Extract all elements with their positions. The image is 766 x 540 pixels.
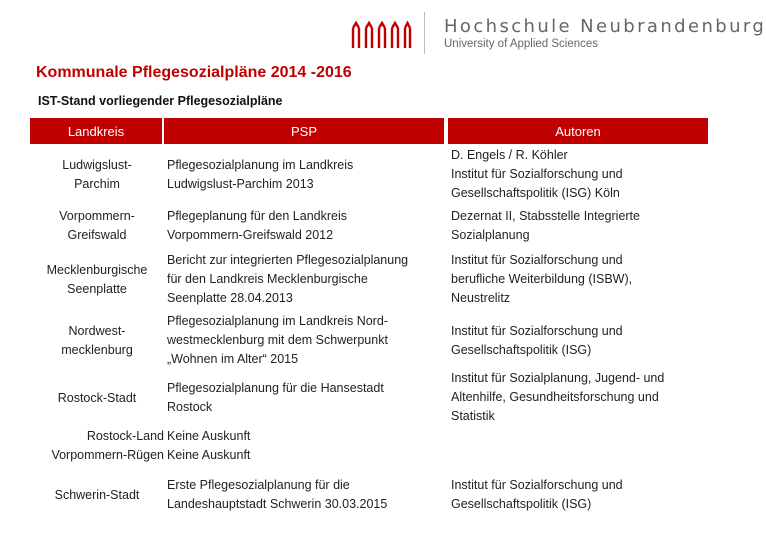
landkreis-cell: Vorpommern-Rügen xyxy=(51,448,164,462)
autoren-cell: Dezernat II, Stabsstelle Integrierte Sozialplanung xyxy=(451,209,640,242)
psp-cell: Erste Pflegesozialplanung für die Landeshauptstadt Schwerin 30.03.2015 xyxy=(167,478,388,511)
logo-divider xyxy=(424,12,425,54)
autoren-cell: Institut für Sozialforschung und berufliche Weiterbildung (ISBW), Neustrelitz xyxy=(451,253,633,305)
psp-cell: Pflegesozialplanung für die Hansestadt Rostock xyxy=(167,381,384,414)
landkreis-cell: Vorpommern- Greifswald xyxy=(59,209,135,242)
landkreis-cell: Nordwest- mecklenburg xyxy=(61,324,133,357)
psp-cell: Pflegesozialplanung im Landkreis Nord- westmecklenburg mit dem Schwerpunkt „Wohnen im Alter“ 2015 xyxy=(167,314,388,366)
psp-cell: Keine Auskunft xyxy=(167,448,251,462)
page-title: Kommunale Pflegesozialpläne 2014 -2016 xyxy=(36,64,352,81)
landkreis-cell: Rostock-Land xyxy=(86,429,164,443)
autoren-cell: D. Engels / R. Köhler Institut für Sozialforschung und Gesellschaftspolitik (ISG) Köln xyxy=(451,148,623,200)
landkreis-cell: Ludwigslust- Parchim xyxy=(62,158,132,191)
landkreis-cell: Mecklenburgische Seenplatte xyxy=(46,263,148,296)
university-logo-icon xyxy=(350,18,412,50)
landkreis-cell: Rostock-Stadt xyxy=(57,391,137,405)
header-psp: PSP xyxy=(164,118,444,144)
autoren-cell: Institut für Sozialforschung und Gesellschaftspolitik (ISG) xyxy=(451,324,623,357)
page-subtitle: IST-Stand vorliegender Pflegesozialpläne xyxy=(38,94,283,108)
landkreis-cell: Schwerin-Stadt xyxy=(54,488,140,502)
psp-cell: Keine Auskunft xyxy=(167,429,251,443)
psp-cell: Pflegeplanung für den Landkreis Vorpommern-Greifswald 2012 xyxy=(167,209,347,242)
table-header xyxy=(30,118,708,144)
university-name: Hochschule Neubrandenburg xyxy=(444,16,766,37)
autoren-cell: Institut für Sozialplanung, Jugend- und Altenhilfe, Gesundheitsforschung und Statistik xyxy=(451,371,665,423)
psp-cell: Pflegesozialplanung im Landkreis Ludwigslust-Parchim 2013 xyxy=(167,158,354,191)
psp-cell: Bericht zur integrierten Pflegesozialplanung für den Landkreis Mecklenburgische Seenplatte 28.04.2013 xyxy=(167,253,409,305)
university-subtitle: University of Applied Sciences xyxy=(444,38,599,50)
autoren-cell: Institut für Sozialforschung und Gesellschaftspolitik (ISG) xyxy=(451,478,623,511)
header-autoren: Autoren xyxy=(448,118,708,144)
header-landkreis: Landkreis xyxy=(30,118,162,144)
